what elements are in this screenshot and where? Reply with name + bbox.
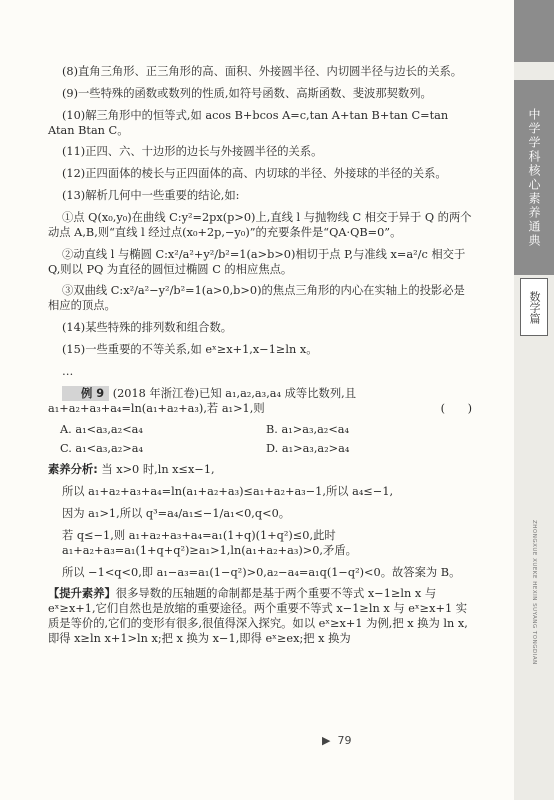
option-c: C. a₁<a₃,a₂>a₄ [60, 442, 144, 456]
subject-tag: 数学篇 [520, 278, 548, 336]
solution-line: 因为 a₁>1,所以 q³=a₄/a₁≤−1/a₁<0,q<0。 [62, 506, 291, 520]
list-item: ②动直线 l 与椭圆 C:x²/a²+y²/b²=1(a>b>0)相切于点 P,与准线 x=a²/c 相交于 Q,则以 PQ 为直径的圆恒过椭圆 C 的相应焦点。 [48, 247, 466, 276]
ellipsis: … [62, 364, 74, 378]
list-item: (13)解析几何中一些重要的结论,如: [62, 188, 240, 202]
improve-paragraph [48, 586, 472, 646]
series-pinyin: ZHONGXUE XUEKE HEXIN SUYANG TONGDIAN [531, 520, 537, 665]
solution-line: 所以 −1<q<0,即 a₁−a₃=a₁(1−q²)>0,a₂−a₄=a₁q(1−q²)<0。故答案为 B。 [62, 565, 461, 579]
option-a: A. a₁<a₃,a₂<a₄ [60, 423, 143, 437]
list-item: (11)正四、六、十边形的边长与外接圆半径的关系。 [62, 145, 323, 159]
list-item: (12)正四面体的棱长与正四面体的高、内切球的半径、外接球的半径的关系。 [62, 167, 447, 181]
options [60, 422, 472, 456]
improve-title: 【提升素养】 [48, 587, 116, 601]
solution-head [48, 462, 472, 477]
list-item: (14)某些特殊的排列数和组合数。 [62, 321, 233, 335]
solution-line: 若 q≤−1,则 a₁+a₂+a₃+a₄=a₁(1+q)(1+q²)≤0,此时 a₁+a₂+a₃=a₁(1+q+q²)≥a₁>1,ln(a₁+a₂+a₃)>0,矛盾。 [62, 528, 357, 557]
page-number: 79 [337, 734, 352, 747]
improve-text: 很多导数的压轴题的命制都是基于两个重要不等式 x−1≥ln x 与 eˣ≥x+1,它们自然也是放缩的重要途径。两个重要不等式 x−1≥ln x 与 eˣ≥x+1 实质是等价的,它们的变形有很多,很值得深入探究。如以 eˣ≥x+1 为例,把 x 换为 ln x,即得 x≥ln x+1>ln x;把 x 换为 x−1,即得 eˣ≥ex;把 x 换为 [48, 587, 468, 646]
list-item: (10)解三角形中的恒等式,如 acos B+bcos A=c,tan A+tan B+tan C=tan Atan Btan C。 [48, 108, 449, 137]
series-title: 中学学科核心素养通典 [514, 80, 554, 275]
side-tab [514, 0, 554, 800]
page-footer [322, 734, 351, 747]
list-item: (15)一些重要的不等关系,如 eˣ≥x+1,x−1≥ln x。 [62, 342, 318, 356]
example-text: (2018 年浙江卷)已知 a₁,a₂,a₃,a₄ 成等比数列,且 a₁+a₂+a₃+a₄=ln(a₁+a₂+a₃),若 a₁>1,则 [48, 386, 357, 415]
example-stem [48, 386, 472, 416]
answer-blank: ( ) [440, 401, 472, 415]
list-item: ①点 Q(x₀,y₀)在曲线 C:y²=2px(p>0)上,直线 l 与抛物线 C 相交于异于 Q 的两个动点 A,B,则“直线 l 经过点(x₀+2p,−y₀)”的充要条件是“QA·QB=0”。 [48, 210, 472, 239]
option-b: B. a₁>a₃,a₂<a₄ [266, 423, 350, 437]
option-d: D. a₁>a₃,a₂>a₄ [266, 442, 350, 456]
example-label: 例 9 [62, 386, 109, 401]
solution-title: 素养分析: [48, 463, 98, 477]
triangle-icon: ▶ [322, 734, 331, 747]
solution-line: 所以 a₁+a₂+a₃+a₄=ln(a₁+a₂+a₃)≤a₁+a₂+a₃−1,所以 a₄≤−1, [62, 485, 394, 499]
list-item: ③双曲线 C:x²/a²−y²/b²=1(a>0,b>0)的焦点三角形的内心在实轴上的投影必是相应的顶点。 [48, 284, 465, 313]
page-body [48, 64, 472, 653]
side-tab-top-block [514, 0, 554, 62]
list-item: (9)一些特殊的函数或数列的性质,如符号函数、高斯函数、斐波那契数列。 [62, 86, 432, 100]
list-item: (8)直角三角形、正三角形的高、面积、外接圆半径、内切圆半径与边长的关系。 [62, 65, 463, 78]
solution-line: 当 x>0 时,ln x≤x−1, [101, 463, 215, 477]
